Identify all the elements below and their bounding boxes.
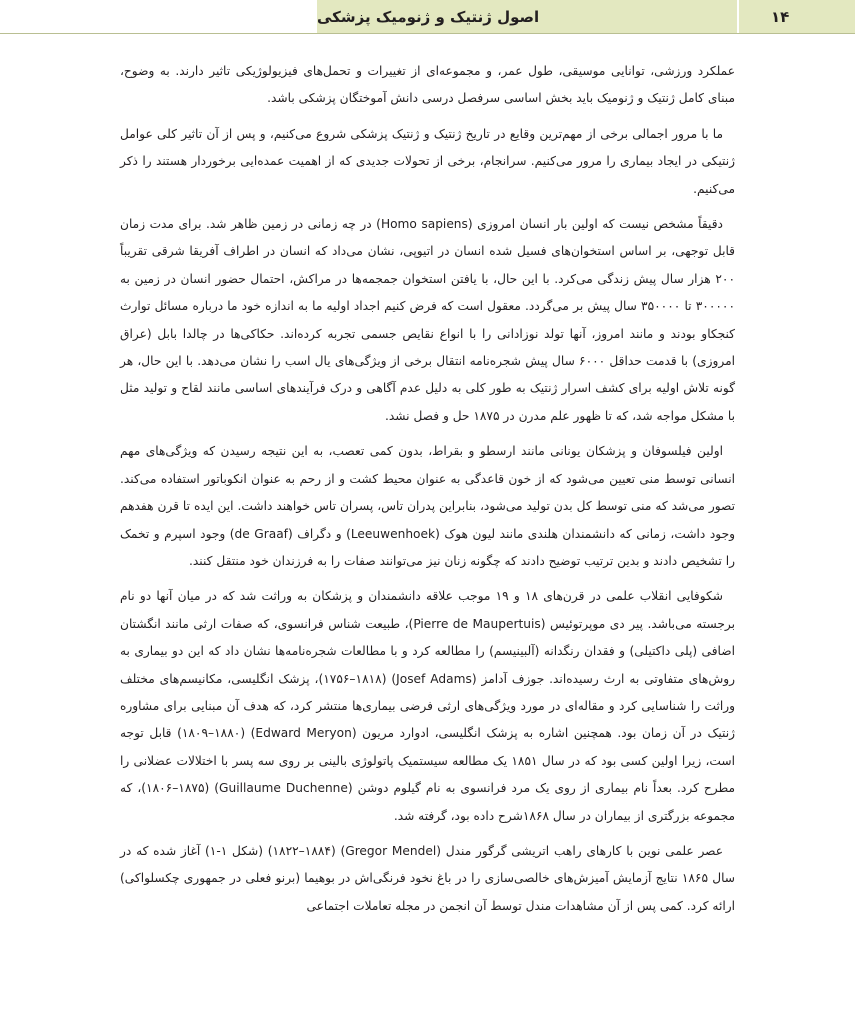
paragraph-5: شکوفایی انقلاب علمی در قرن‌های ۱۸ و ۱۹ موجب علاقه دانشمندان و پزشکان به وراثت شد که در میان آنها دو نام برجسته می‌باشد. پیر دی موپرتوئیس (Pierre de Maupertuis)، طبیعت شناس فرانسوی، که صفات ارثی مانند انگشتان اضافی (پلی داکتیلی) و فقدان رنگدانه (آلبینیسم) را مطالعه کرد و با مطالعات شجره‌نامه‌ها نشان داد که این دو بیماری به روش‌های متفاوتی به ارث رسیده‌اند. جوزف آدامز (Josef Adams) (۱۷۵۶–۱۸۱۸)، پزشک انگلیسی، مکانیسم‌های مختلف وراثت را شناسایی کرد و مقاله‌ای در مورد ویژگی‌های ارثی فرضی بیماری‌ها منتشر کرد، که هدف آن مبنایی برای مشاوره ژنتیک در آن زمان بود. همچنین اشاره به پزشک انگلیسی، ادوارد مریون (Edward Meryon) (۱۸۰۹–۱۸۸۰) قابل توجه است، زیرا اولین کسی بود که در سال ۱۸۵۱ یک مطالعه سیستمیک پاتولوژی بالینی بر روی سه پسر با اختلالات عضلانی را مطرح کرد. بعداً نام بیماری از روی یک مرد فرانسوی به نام گیلوم دوشن (Guillaume Duchenne) (۱۸۰۶–۱۸۷۵)، که مجموعه بزرگتری از بیماران در سال ۱۸۶۸شرح داده بود، گرفته شد. xyxy=(120,589,735,823)
paragraph-6: عصر علمی نوین با کارهای راهب اتریشی گرگور مندل (Gregor Mendel) (۱۸۲۲–۱۸۸۴) (شکل ۱-۱) آغاز شده که در سال ۱۸۶۵ نتایج آزمایش آمیزش‌های خالصی‌سازی را در باغ نخود فرنگی‌اش در بوهیما (برنو فعلی در جمهوری چکسلواکی) ارائه کرد. کمی پس از آن مشاهدات مندل توسط آن انجمن در مجله تعاملات اجتماعی xyxy=(120,843,735,913)
book-title: اصول ژنتیک و ژنومیک پزشکی xyxy=(317,8,540,26)
page-number: ۱۴ xyxy=(771,8,790,26)
paragraph-3: دقیقاً مشخص نیست که اولین بار انسان امروزی (Homo sapiens) در چه زمانی در زمین ظاهر شد. برای مدت زمان قابل توجهی، بر اساس استخوان‌های فسیل شده انسان در اتیوپی، نشان می‌داد که انسان در اطراف آفریقا شرقی تقریباً ۲۰۰ هزار سال پیش زندگی می‌کرد. با این حال، با یافتن استخوان جمجمه‌ها در مراکش، احتمال حضور انسان در زمین به ۳۰۰۰۰۰ تا ۳۵۰۰۰۰ سال پیش بر می‌گردد. معقول است که فرض کنیم اجداد اولیه ما به اندازه خود ما درباره مسائل توارث کنجکاو بودند و مانند امروز، آنها تولد نوزادانی را با انواع نقایص جسمی تجربه کرده‌اند. حکاکی‌ها در چالدا بابل (عراق امروزی) با قدمت حداقل ۶۰۰۰ سال پیش شجره‌نامه انتقال برخی از ویژگی‌های یال اسب را نشان می‌دهد. با این حال، هر گونه تلاش اولیه برای کشف اسرار ژنتیک به طور کلی به دلیل عدم آگاهی و درک فرآیندهای اساسی مانند لقاح و تولید مثل با مشکل مواجه شد، که تا ظهور علم مدرن در ۱۸۷۵ حل و فصل نشد. xyxy=(120,217,736,423)
paragraph-1: عملکرد ورزشی، توانایی موسیقی، طول عمر، و مجموعه‌ای از تغییرات و تحمل‌های فیزیولوژیکی تاثیر دارند. به وضوح، مبنای کامل ژنتیک و ژنومیک باید بخش اساسی سرفصل درسی دانش آموختگان پزشکی باشد. xyxy=(120,64,735,106)
paragraph-2: ما با مرور اجمالی برخی از مهم‌ترین وقایع در تاریخ ژنتیک و ژنتیک پزشکی شروع می‌کنیم، و پس از آن تاثیر کلی عوامل ژنتیکی در ایجاد بیماری را مرور می‌کنیم. سرانجام، برخی از تحولات جدیدی که از اهمیت عمده‌ایی برخوردار هستند را ذکر می‌کنیم. xyxy=(120,126,735,196)
header-title-box xyxy=(317,0,737,34)
header-page-box xyxy=(739,0,855,34)
header-rule xyxy=(0,33,855,34)
body-text xyxy=(120,58,735,928)
paragraph-4: اولین فیلسوفان و پزشکان یونانی مانند ارسطو و بقراط، بدون کمی تعصب، به این نتیجه رسیدن که ویژگی‌های مهم انسانی توسط منی تعیین می‌شود که از خون قاعدگی به عنوان محیط کشت و از رحم به عنوان انکوباتور استفاده می‌کند. تصور می‌شد که منی توسط کل بدن تولید می‌شود، بنابراین پدران تاس، پسران تاس خواهند داشت. این ایده تا قرن هفدهم وجود داشت، زمانی که دانشمندان هلندی مانند لیون هوک (Leeuwenhoek) و دگراف (de Graaf) وجود اسپرم و تخمک را تشخیص دادند و بدین ترتیب توضیح دادند که چگونه زنان نیز می‌توانند صفات را به فرزندان خود منتقل کنند. xyxy=(120,444,735,568)
